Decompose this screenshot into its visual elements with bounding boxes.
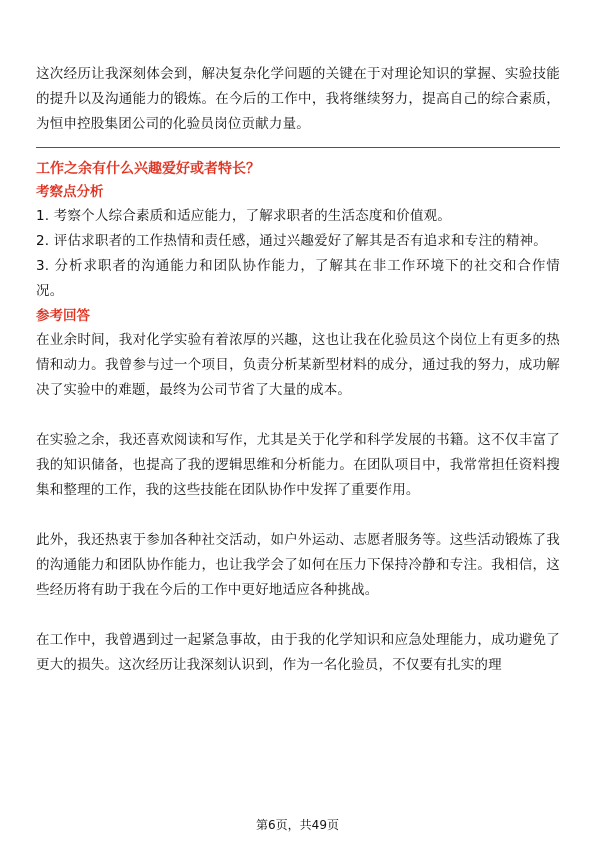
page-content	[36, 62, 560, 678]
answer-paragraph: 此外，我还热衷于参加各种社交活动，如户外运动、志愿者服务等。这些活动锻炼了我的沟通能力和团队协作能力，也让我学会了如何在压力下保持冷静和专注。我相信，这些经历将有助于我在今后的工作中更好地适应各种挑战。	[36, 532, 560, 598]
answer-body	[36, 328, 560, 678]
page-number-footer: 第6页，共49页	[256, 818, 339, 832]
answer-paragraph: 在实验之余，我还喜欢阅读和写作，尤其是关于化学和科学发展的书籍。这不仅丰富了我的知识储备，也提高了我的逻辑思维和分析能力。在团队项目中，我常常担任资料搜集和整理的工作，我的这些技能在团队协作中发挥了重要作用。	[36, 432, 560, 498]
analysis-label: 考察点分析	[36, 184, 104, 200]
answer-label: 参考回答	[36, 308, 90, 324]
question-heading: 工作之余有什么兴趣爱好或者特长？	[36, 161, 260, 177]
analysis-item: 3. 分析求职者的沟通能力和团队协作能力，了解其在非工作环境下的社交和合作情况。	[36, 258, 560, 299]
intro-paragraph: 这次经历让我深刻体会到，解决复杂化学问题的关键在于对理论知识的掌握、实验技能的提升以及沟通能力的锻炼。在今后的工作中，我将继续努力，提高自己的综合素质，为恒申控股集团公司的化验员岗位贡献力量。	[36, 66, 560, 132]
analysis-item: 2. 评估求职者的工作热情和责任感，通过兴趣爱好了解其是否有追求和专注的精神。	[36, 233, 547, 249]
answer-paragraph: 在业余时间，我对化学实验有着浓厚的兴趣，这也让我在化验员这个岗位上有更多的热情和动力。我曾参与过一个项目，负责分析某新型材料的成分，通过我的努力，成功解决了实验中的难题，最终为公司节省了大量的成本。	[36, 332, 560, 398]
analysis-list	[36, 204, 560, 304]
answer-paragraph: 在工作中，我曾遇到过一起紧急事故，由于我的化学知识和应急处理能力，成功避免了更大的损失。这次经历让我深刻认识到，作为一名化验员，不仅要有扎实的理	[36, 632, 560, 673]
analysis-item: 1. 考察个人综合素质和适应能力，了解求职者的生活态度和价值观。	[36, 208, 452, 224]
section-divider	[36, 147, 560, 148]
